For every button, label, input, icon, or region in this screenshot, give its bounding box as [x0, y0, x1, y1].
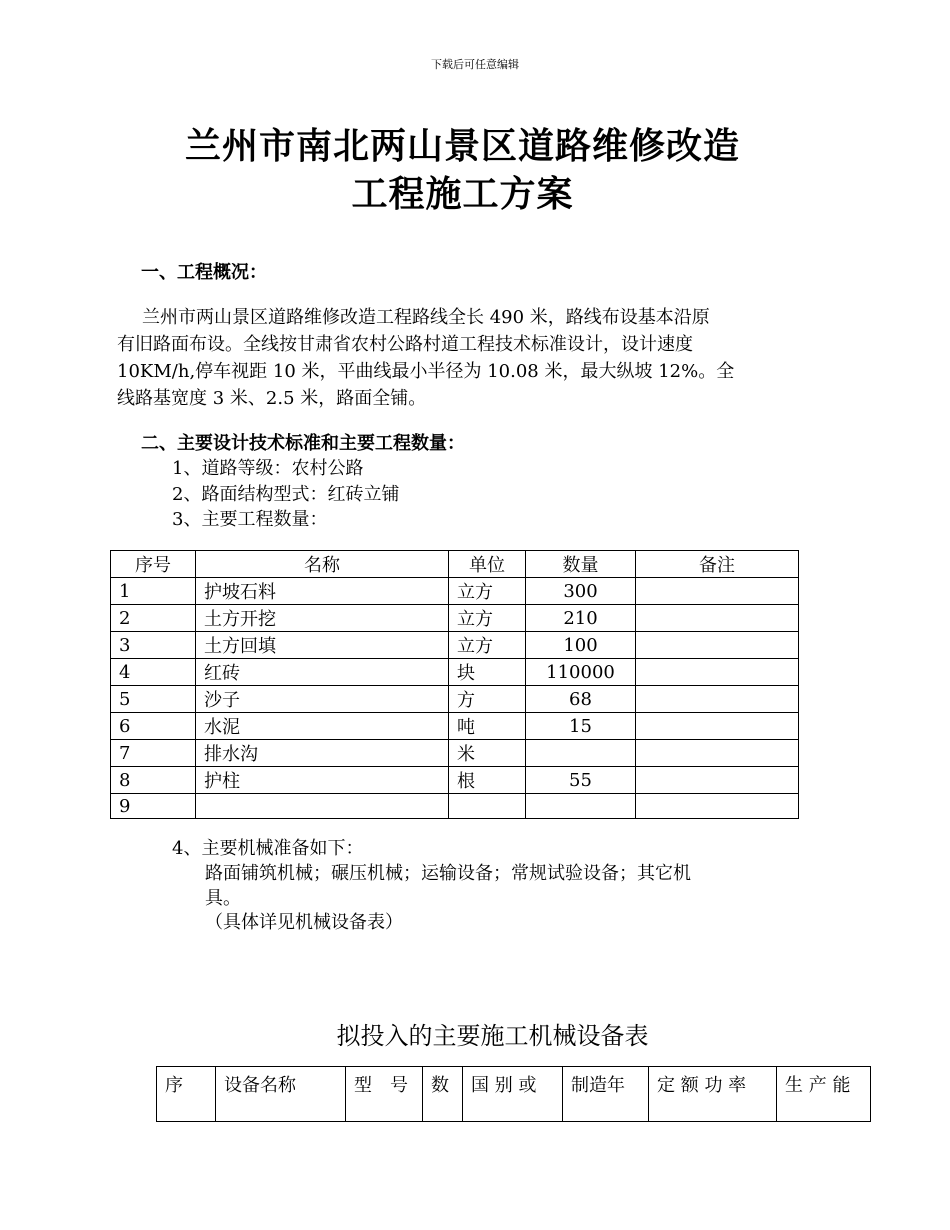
cell: [636, 632, 799, 659]
cell: [636, 740, 799, 767]
cell: 排水沟: [196, 740, 449, 767]
document-title-line1: 兰州市南北两山景区道路维修改造: [184, 126, 740, 167]
section2-item: 2、路面结构型式：红砖立铺: [172, 484, 400, 505]
cell: [449, 794, 526, 819]
table-row: [111, 794, 799, 819]
table-row: [111, 659, 799, 686]
section1-heading: 一、工程概况：: [141, 262, 267, 283]
col-header: 名称: [196, 551, 449, 578]
col-header: 备注: [636, 551, 799, 578]
cell: 红砖: [196, 659, 449, 686]
section1-paragraph: [117, 304, 825, 412]
cell: 立方: [449, 578, 526, 605]
table-header-row: [111, 551, 799, 578]
cell: [526, 794, 636, 819]
cell: [636, 794, 799, 819]
cell: [636, 605, 799, 632]
cell: [636, 713, 799, 740]
cell: [636, 686, 799, 713]
col-header: 国 别 或: [463, 1067, 563, 1122]
cell: [636, 767, 799, 794]
cell: 根: [449, 767, 526, 794]
section2-item: 3、主要工程数量：: [172, 509, 328, 530]
table-header-row: [157, 1067, 871, 1122]
cell: 沙子: [196, 686, 449, 713]
cell: 15: [526, 713, 636, 740]
col-header: 制造年: [563, 1067, 649, 1122]
machinery-line: 路面铺筑机械；碾压机械；运输设备；常规试验设备；其它机: [205, 863, 691, 884]
cell: 米: [449, 740, 526, 767]
table-row: [111, 686, 799, 713]
header-note: 下载后可任意编辑: [431, 58, 519, 71]
section1-line: 兰州市两山景区道路维修改造工程路线全长 490 米，路线布设基本沿原: [142, 307, 710, 328]
cell: 立方: [449, 632, 526, 659]
cell: 100: [526, 632, 636, 659]
section1-line: 有旧路面布设。全线按甘肃省农村公路村道工程技术标准设计，设计速度: [117, 334, 693, 355]
cell: 块: [449, 659, 526, 686]
col-header: 序号: [111, 551, 196, 578]
section1-line: 线路基宽度 3 米、2.5 米，路面全铺。: [117, 388, 427, 409]
col-header: 定 额 功 率: [649, 1067, 777, 1122]
cell: 土方开挖: [196, 605, 449, 632]
cell: 6: [111, 713, 196, 740]
machinery-note: （具体详见机械设备表）: [205, 912, 403, 933]
cell: 护坡石料: [196, 578, 449, 605]
cell: [636, 578, 799, 605]
machinery-line: 具。: [205, 888, 241, 909]
cell: 3: [111, 632, 196, 659]
cell: 吨: [449, 713, 526, 740]
equipment-table-title: 拟投入的主要施工机械设备表: [336, 1022, 649, 1050]
col-header: 数: [423, 1067, 463, 1122]
cell: 4: [111, 659, 196, 686]
col-header: 序: [157, 1067, 216, 1122]
cell: [526, 740, 636, 767]
document-title-line2: 工程施工方案: [351, 174, 574, 215]
cell: 210: [526, 605, 636, 632]
cell: 300: [526, 578, 636, 605]
col-header: 生 产 能: [777, 1067, 871, 1122]
col-header: 型 号: [346, 1067, 423, 1122]
section1-line: 10KM/h,停车视距 10 米，平曲线最小半径为 10.08 米，最大纵坡 12%。全: [117, 361, 735, 382]
table-row: [111, 713, 799, 740]
cell: 水泥: [196, 713, 449, 740]
section2-heading: 二、主要设计技术标准和主要工程数量：: [141, 433, 465, 454]
cell: [636, 659, 799, 686]
cell: 1: [111, 578, 196, 605]
cell: 5: [111, 686, 196, 713]
cell: 55: [526, 767, 636, 794]
col-header: 设备名称: [216, 1067, 346, 1122]
col-header: 数量: [526, 551, 636, 578]
machinery-heading: 4、主要机械准备如下：: [172, 838, 364, 859]
cell: 护柱: [196, 767, 449, 794]
cell: 立方: [449, 605, 526, 632]
table-row: [111, 605, 799, 632]
table-row: [111, 632, 799, 659]
table-row: [111, 740, 799, 767]
cell: [196, 794, 449, 819]
table-row: [111, 578, 799, 605]
cell: 8: [111, 767, 196, 794]
col-header: 单位: [449, 551, 526, 578]
cell: 68: [526, 686, 636, 713]
cell: 方: [449, 686, 526, 713]
table-row: [111, 767, 799, 794]
equipment-table: [156, 1066, 871, 1122]
cell: 7: [111, 740, 196, 767]
cell: 9: [111, 794, 196, 819]
cell: 2: [111, 605, 196, 632]
cell: 土方回填: [196, 632, 449, 659]
quantity-table: [110, 550, 799, 819]
cell: 110000: [526, 659, 636, 686]
section2-item: 1、道路等级：农村公路: [172, 458, 364, 479]
